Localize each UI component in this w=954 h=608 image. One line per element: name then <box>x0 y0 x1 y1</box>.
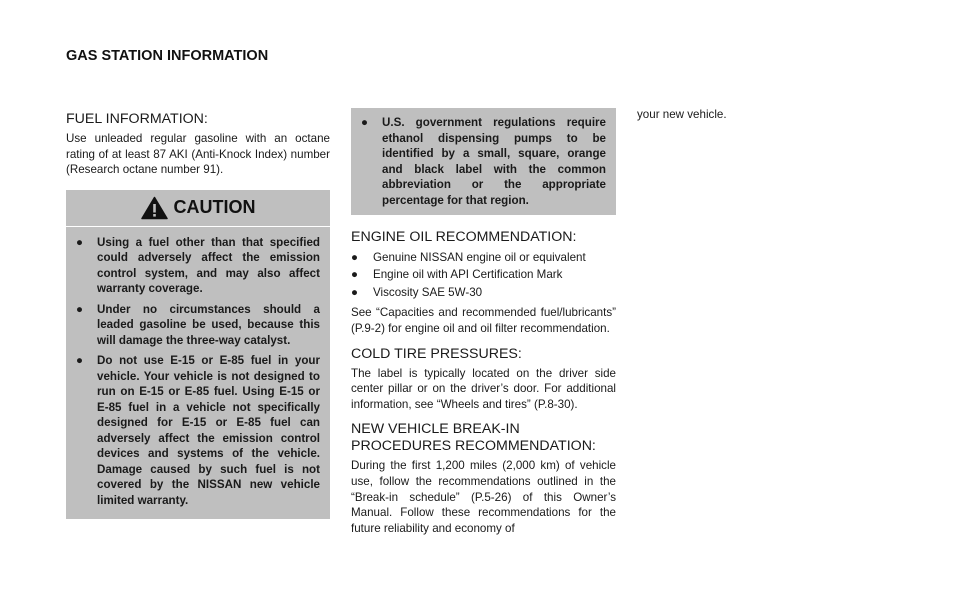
engine-oil-heading: ENGINE OIL RECOMMENDATION: <box>351 228 577 245</box>
caution-item <box>76 302 320 349</box>
list-item <box>351 266 616 284</box>
page-header: GAS STATION INFORMATION <box>66 48 269 64</box>
bullet-icon: ● <box>76 302 84 316</box>
bullet-icon: ● <box>351 268 359 282</box>
warning-triangle-icon <box>141 196 168 220</box>
list-item <box>351 284 616 302</box>
bullet-icon: ● <box>361 116 369 129</box>
bullet-icon: ● <box>351 250 359 264</box>
caution-header <box>66 190 330 227</box>
caution-item-text: Under no circumstances should a leaded gasoline be used, because this will damage the three-way catalyst. <box>97 302 320 347</box>
break-in-text-continued: your new vehicle. <box>637 108 727 121</box>
list-item <box>351 249 616 267</box>
cold-tire-text: The label is typically located on the driver side center pillar or on the driver’s door. For additional information, see “Wheels and tires” (P.8-30). <box>351 366 616 411</box>
caution-box <box>66 190 330 520</box>
break-in-text: During the first 1,200 miles (2,000 km) of vehicle use, follow the recommendations outlined in the “Break-in schedule” (P.5-26) of this Owner’s Manual. Follow these recommendations for the future reliability and economy of <box>351 459 616 535</box>
caution-item <box>361 115 606 209</box>
column-3 <box>637 107 901 123</box>
engine-oil-list <box>351 249 616 302</box>
caution-title: CAUTION <box>173 197 256 218</box>
fuel-information-text: Use unleaded regular gasoline with an octane rating of at least 87 AKI (Anti-Knock Index) number (Research octane number 91). <box>66 132 330 177</box>
list-item-text: Viscosity SAE 5W-30 <box>373 285 483 299</box>
bullet-icon: ● <box>76 235 84 249</box>
list-item-text: Engine oil with API Certification Mark <box>373 268 563 282</box>
list-item-text: Genuine NISSAN engine oil or equivalent <box>373 250 586 264</box>
caution-item-text: Using a fuel other than that specified could adversely affect the emission control system, and may also affect warranty coverage. <box>97 235 320 296</box>
bullet-icon: ● <box>76 354 84 368</box>
column-1 <box>66 111 330 519</box>
caution-list <box>66 227 330 520</box>
caution-item <box>76 235 320 297</box>
column-2 <box>351 108 616 536</box>
caution-item-text: U.S. government regulations require ethanol dispensing pumps to be identified by a small, square, orange and black label with the common abbreviation or the appropriate percentage for that region. <box>382 116 606 207</box>
engine-oil-text: See “Capacities and recommended fuel/lubricants” (P.9-2) for engine oil and oil filter recommendation. <box>351 306 616 335</box>
cold-tire-heading: COLD TIRE PRESSURES: <box>351 345 522 362</box>
fuel-information-heading: FUEL INFORMATION: <box>66 111 208 127</box>
caution-item-text: Do not use E-15 or E-85 fuel in your vehicle. Your vehicle is not designed to run on E-15 or E-85 fuel. Using E-15 or E-85 fuel in a vehicle not specifically designed for E-15 or E-85 fuel can adversely affect the emission control devices and systems of the vehicle. Damage caused by such fuel is not covered by the NISSAN new vehicle limited warranty. <box>97 354 320 507</box>
break-in-heading: NEW VEHICLE BREAK-IN PROCEDURES RECOMMENDATION: <box>351 421 596 455</box>
caution-box-continued <box>351 108 616 215</box>
bullet-icon: ● <box>351 285 359 299</box>
caution-item <box>76 353 320 508</box>
